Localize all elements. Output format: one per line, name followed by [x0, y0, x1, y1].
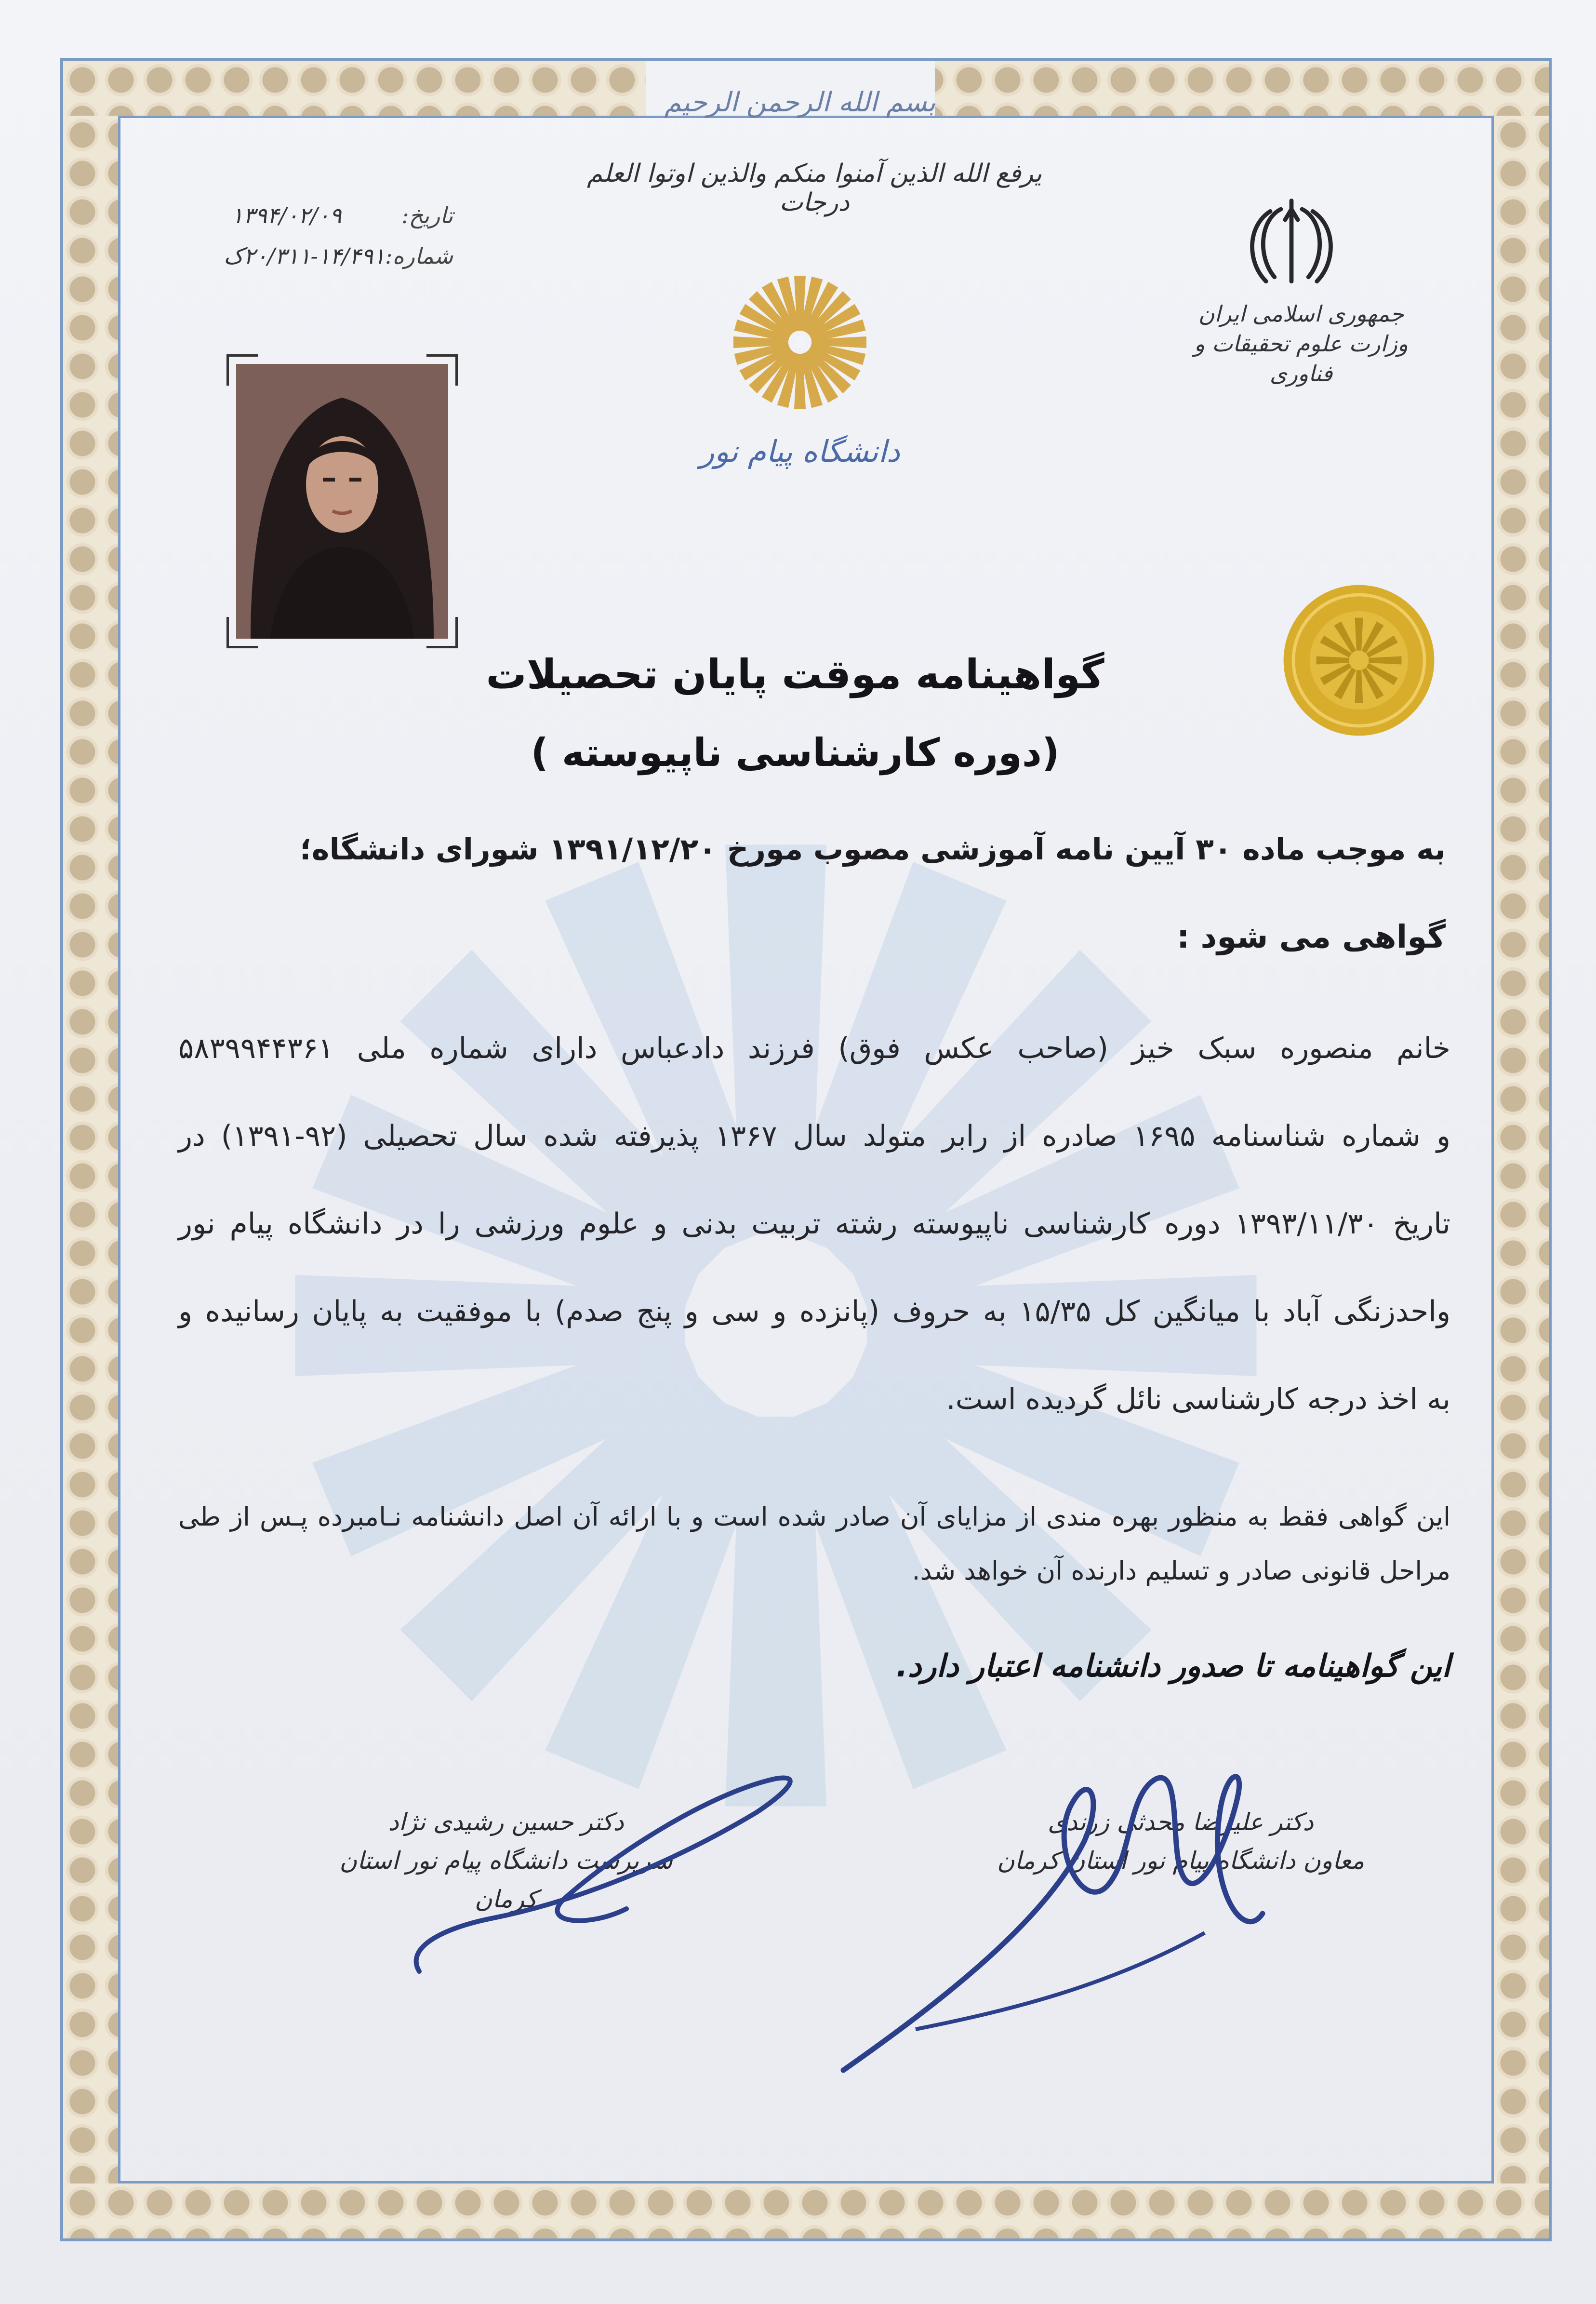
signatory-name: دکتر حسین رشیدی نژاد: [388, 1808, 624, 1836]
notice-line: مراحل قانونی صادر و تسلیم دارنده آن خواهد شد.: [912, 1555, 1450, 1586]
body-line: واحدزنگی آباد با میانگین کل ۱۵/۳۵ به حروف (پانزده و سی و پنج صدم) با موفقیت به پایان رسانیده و: [178, 1295, 1450, 1328]
validity-statement: این گواهینامه تا صدور دانشنامه اعتبار دارد.: [896, 1648, 1450, 1684]
quran-verse: یرفع الله الذین آمنوا منکم والذین اوتوا العلم درجات: [587, 159, 1042, 217]
gold-seal-icon: [1277, 578, 1441, 742]
ministry-line-2: وزارت علوم تحقیقات و فناوری: [1194, 331, 1408, 387]
handwritten-signature-left: [395, 1759, 819, 1991]
body-line: تاریخ ۱۳۹۳/۱۱/۳۰ دوره کارشناسی ناپیوسته رشته تربیت بدنی و علوم ورزشی را در دانشگاه پیام نور: [178, 1207, 1450, 1241]
iran-emblem-icon: [1238, 188, 1344, 294]
handwritten-signature-right: [819, 1745, 1277, 2082]
usage-notice: [178, 1501, 1450, 1609]
basmala-calligraphy: بسم الله الرحمن الرحیم: [664, 87, 936, 118]
payame-noor-logo-icon: [728, 270, 872, 415]
body-line: و شماره شناسنامه ۱۶۹۵ صادره از رابر متولد سال ۱۳۶۷ پذیرفته شده سال تحصیلی (۹۲-۱۳۹۱) در: [178, 1119, 1450, 1153]
certificate-subtitle: (دوره کارشناسی ناپیوسته ): [531, 730, 1060, 775]
certification-heading: گواهی می شود :: [1176, 918, 1446, 955]
number-value: ۲۰/۳۱۱-۱۴/۴۹۱ک: [224, 243, 386, 269]
document-meta: [224, 202, 453, 283]
regulation-preamble: به موجب ماده ۳۰ آیین نامه آموزشی مصوب مورخ ۱۳۹۱/۱۲/۲۰ شورای دانشگاه؛: [300, 831, 1446, 867]
date-value: ۱۳۹۴/۰۲/۰۹: [231, 202, 342, 228]
holder-photo: [236, 364, 448, 639]
body-line: خانم منصوره سبک خیز (صاحب عکس فوق) فرزند دادعباس دارای شماره ملی ۵۸۳۹۹۴۴۳۶۱: [178, 1031, 1450, 1065]
holder-photo-frame: [226, 354, 458, 648]
certificate-body: [178, 1031, 1450, 1470]
signatory-name: دکتر علیرضا محدثی زرندی: [1048, 1808, 1314, 1836]
number-label: شماره:: [385, 243, 453, 269]
signatory-title: سرپرست دانشگاه پیام نور استان کرمان: [339, 1847, 673, 1913]
ministry-line-1: جمهوری اسلامی ایران: [1198, 301, 1404, 327]
notice-line: این گواهی فقط به منظور بهره مندی از مزایای آن صادر شده است و با ارائه آن اصل دانشنامه نـامبرده پـس از طی: [178, 1501, 1450, 1532]
date-label: تاریخ:: [401, 202, 453, 228]
signatory-title: معاون دانشگاه پیام نور استان کرمان: [997, 1847, 1365, 1875]
certificate-title: گواهینامه موقت پایان تحصیلات: [486, 651, 1104, 698]
body-line: به اخذ درجه کارشناسی نائل گردیده است.: [946, 1382, 1450, 1416]
university-name: دانشگاه پیام نور: [700, 434, 900, 469]
ministry-header: [1176, 299, 1426, 388]
